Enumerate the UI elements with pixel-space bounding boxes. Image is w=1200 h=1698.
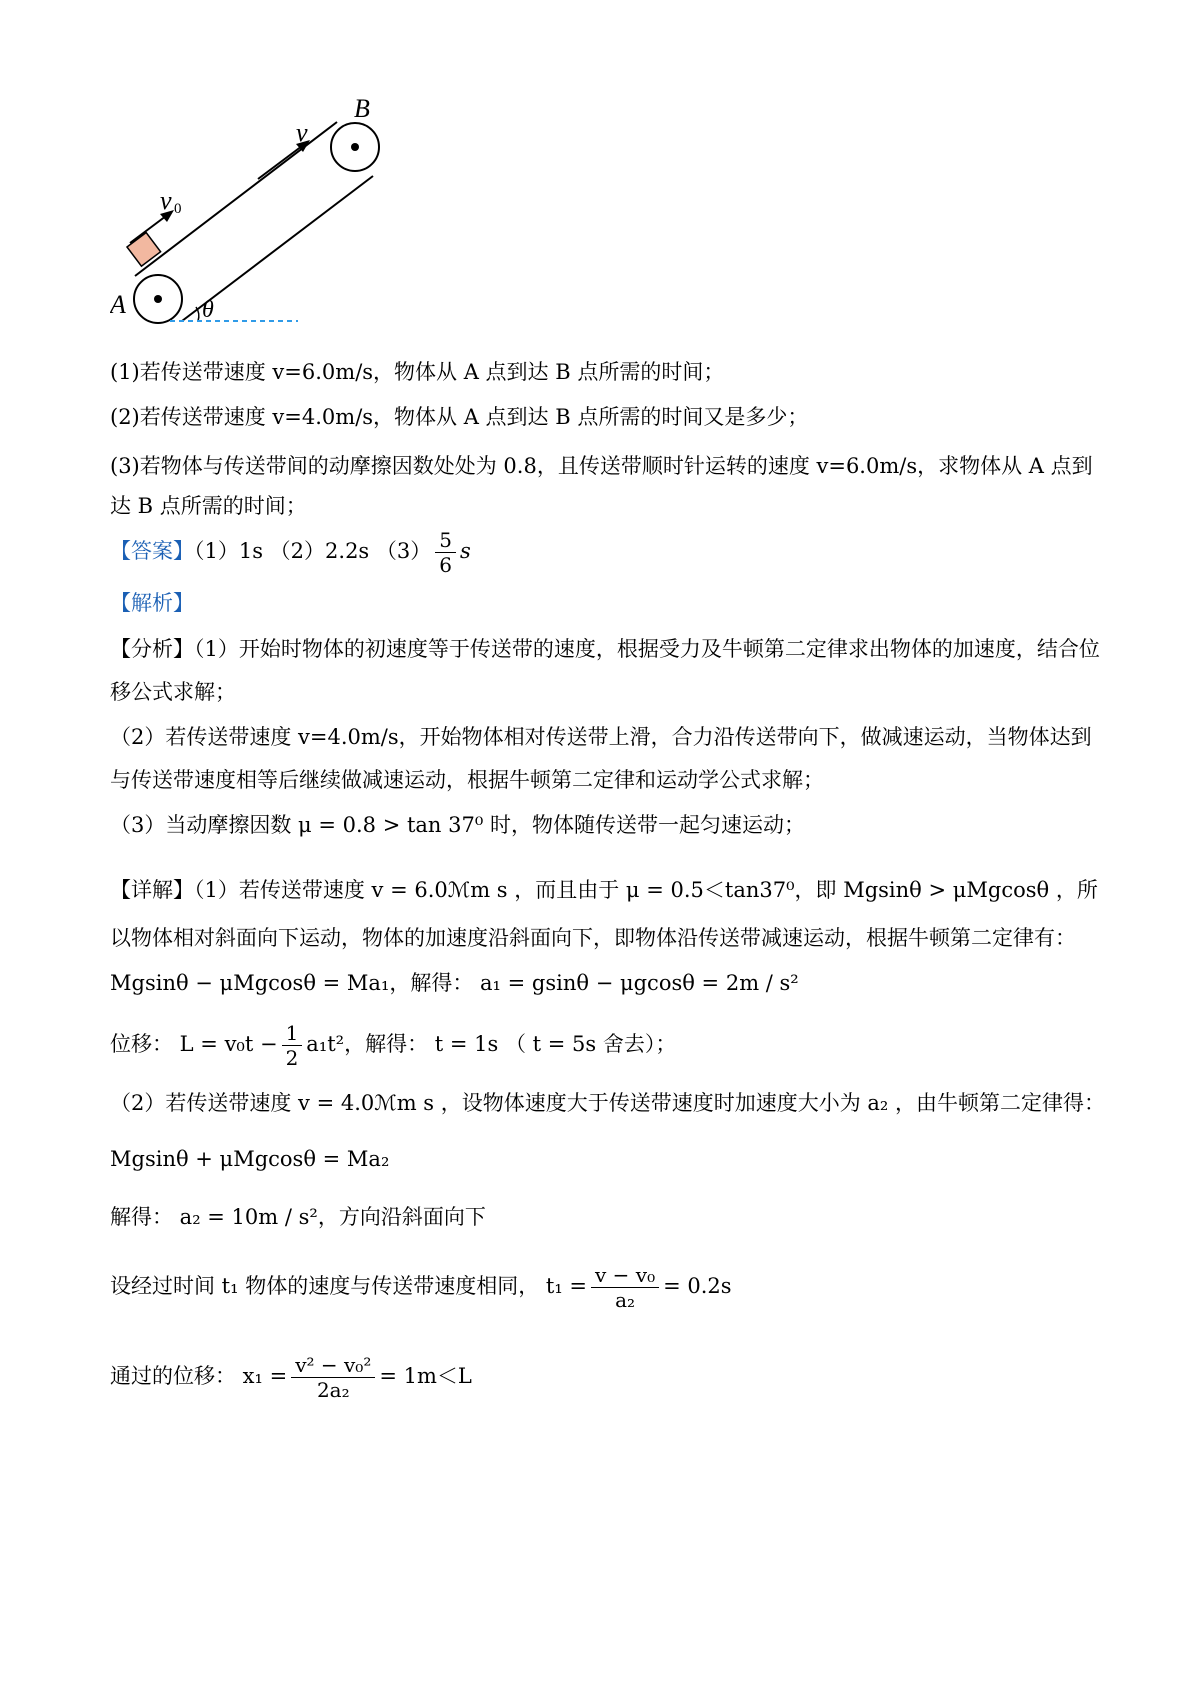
jiexi-tag: 【解析】 — [110, 591, 194, 615]
label-a: A — [110, 290, 126, 319]
eq6-fraction — [291, 1353, 375, 1402]
detail-eq6 — [110, 1352, 472, 1402]
answer-text: （1）1s （2）2.2s （3） — [194, 539, 432, 563]
eq2-fraction — [282, 1021, 303, 1070]
eq2-frac-den: 2 — [285, 1046, 299, 1070]
answer-unit: s — [459, 539, 471, 563]
eq5-frac-num: v − v₀ — [591, 1263, 659, 1288]
pulley-b-axle — [351, 143, 359, 151]
eq6-pre: 通过的位移： x₁ = — [110, 1364, 288, 1388]
pulley-a-axle — [154, 295, 162, 303]
label-v0-subscript: 0 — [174, 201, 182, 217]
analysis-p2: （2）若传送带速度 v=4.0m/s，开始物体相对传送带上滑，合力沿传送带向下，做减速运动，当物体达到与传送带速度相等后继续做减速运动，根据牛顿第二定律和运动学公式求解； — [110, 725, 1092, 792]
answer-frac-num: 5 — [435, 528, 456, 553]
analysis-p3: （3）当动摩擦因数 μ = 0.8 > tan 37⁰ 时，物体随传送带一起匀速运动； — [110, 813, 805, 837]
question-2: (2)若传送带速度 v=4.0m/s，物体从 A 点到达 B 点所需的时间又是多少； — [110, 405, 809, 429]
eq5-post: = 0.2s — [663, 1274, 732, 1298]
analysis-p1: 【分析】（1）开始时物体的初速度等于传送带的速度，根据受力及牛顿第二定律求出物体的加速度，结合位移公式求解； — [110, 637, 1100, 704]
eq2-post: a₁t²，解得： t = 1s （ t = 5s 舍去）； — [306, 1032, 677, 1056]
detail-eq5 — [110, 1262, 732, 1312]
label-theta: θ — [202, 297, 214, 323]
v-arrow-line — [258, 143, 306, 179]
eq6-post: = 1m＜L — [379, 1364, 472, 1388]
detail-eq4: 解得： a₂ = 10m / s²，方向沿斜面向下 — [110, 1205, 486, 1229]
eq6-frac-den: 2a₂ — [316, 1378, 350, 1402]
eq5-pre: 设经过时间 t₁ 物体的速度与传送带速度相同， t₁ = — [110, 1274, 588, 1298]
answer-fraction — [435, 528, 456, 577]
question-3: (3)若物体与传送带间的动摩擦因数处处为 0.8，且传送带顺时针运转的速度 v=6.0m/s，求物体从 A 点到达 B 点所需的时间； — [110, 454, 1093, 518]
detail-eq1: Mgsinθ − μMgcosθ = Ma₁，解得： a₁ = gsinθ − μgcosθ = 2m / s² — [110, 971, 799, 995]
eq2-pre: 位移： L = v₀t − — [110, 1032, 278, 1056]
answer-frac-den: 6 — [439, 553, 452, 577]
label-v: v — [296, 118, 308, 147]
eq5-frac-den: a₂ — [615, 1288, 636, 1312]
detail-eq2 — [110, 1020, 676, 1070]
label-v0: v — [160, 186, 172, 215]
answer-tag: 【答案】 — [110, 539, 194, 563]
question-1: (1)若传送带速度 v=6.0m/s，物体从 A 点到达 B 点所需的时间； — [110, 360, 725, 384]
eq2-frac-num: 1 — [282, 1021, 303, 1046]
answer-line — [110, 528, 471, 577]
eq6-frac-num: v² − v₀² — [291, 1353, 375, 1378]
eq5-fraction — [591, 1263, 659, 1312]
detail-p1: 【详解】（1）若传送带速度 v = 6.0ℳm s ，而且由于 μ = 0.5＜tan37⁰，即 Mgsinθ > μMgcosθ ，所以物体相对斜面向下运动，物体的加速度沿斜面向下，即物体沿传送带减速运动，根据牛顿第二定律有： — [110, 878, 1098, 950]
detail-p2: （2）若传送带速度 v = 4.0ℳm s ，设物体速度大于传送带速度时加速度大小为 a₂ ，由牛顿第二定律得： — [110, 1091, 1106, 1115]
detail-eq3: Mgsinθ + μMgcosθ = Ma₂ — [110, 1147, 390, 1171]
conveyor-belt-figure — [110, 95, 440, 360]
label-b: B — [354, 95, 370, 123]
